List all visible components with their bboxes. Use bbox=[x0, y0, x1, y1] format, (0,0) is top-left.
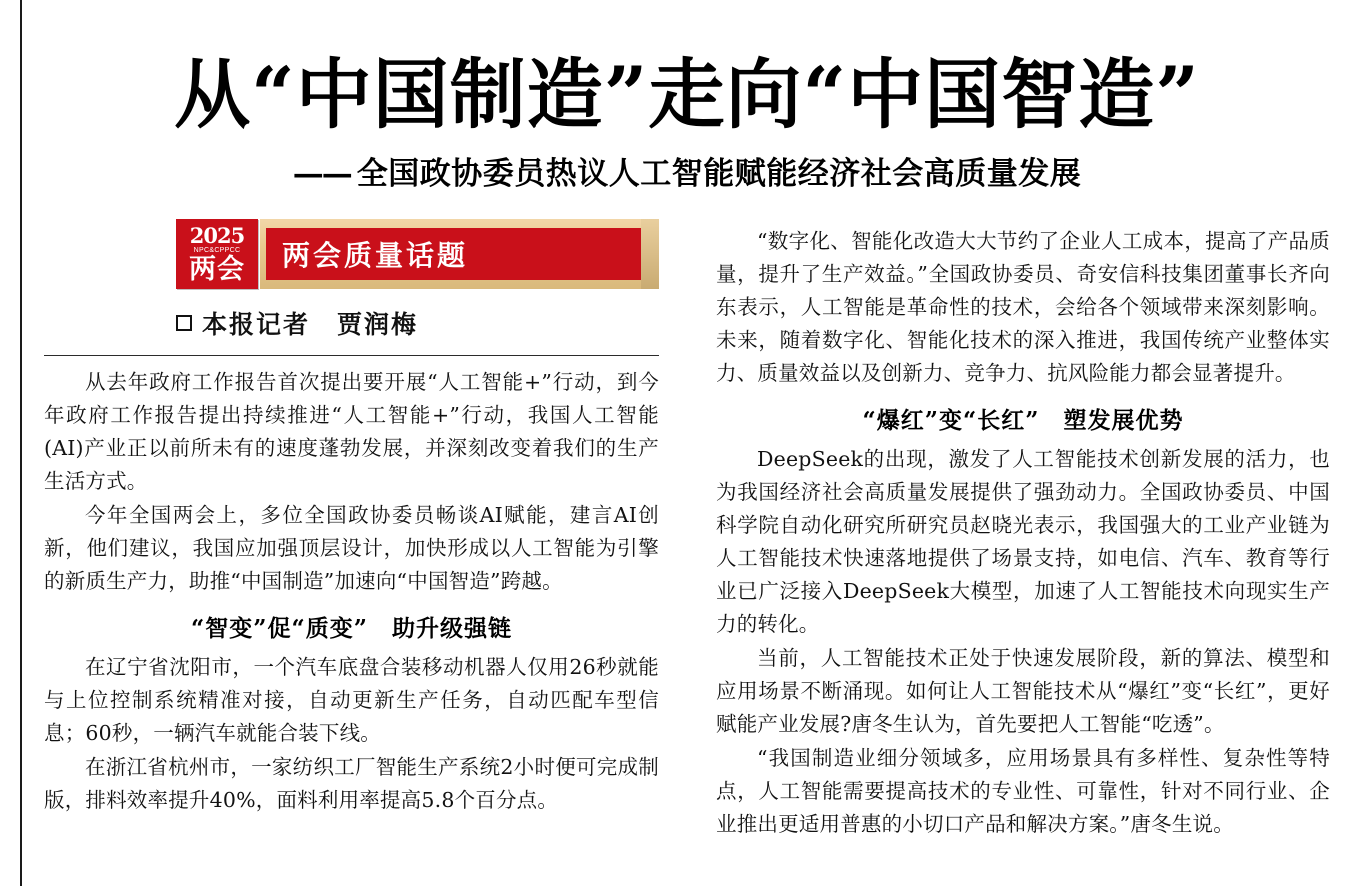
paragraph: 在浙江省杭州市，一家纺织工厂智能生产系统2小时便可完成制版，排料效率提升40%，面料利用率提高5.8个百分点。 bbox=[44, 754, 659, 812]
right-column-top bbox=[716, 219, 1330, 841]
byline bbox=[176, 305, 659, 341]
paragraph: 在辽宁省沈阳市，一个汽车底盘合装移动机器人仅用26秒就能与上位控制系统精准对接，自动更新生产任务，自动匹配车型信息；60秒，一辆汽车就能合装下线。 bbox=[44, 654, 659, 745]
logo-badge bbox=[176, 219, 258, 289]
logo-year: 2025 bbox=[189, 222, 245, 248]
paragraph: “数字化、智能化改造大大节约了企业人工成本，提高了产品质量，提升了生产效益。”全国政协委员、奇安信科技集团董事长齐向东表示，人工智能是革命性的技术，会给各个领域带来深刻影响。未来，随着数字化、智能化技术的深入推进，我国传统产业整体实力、质量效益以及创新力、竞争力、抗风险能力都会显著提升。 bbox=[716, 228, 1330, 385]
headline-block bbox=[44, 0, 1330, 193]
paragraph: 从去年政府工作报告首次提出要开展“人工智能+”行动，到今年政府工作报告提出持续推进“人工智能+”行动，我国人工智能(AI)产业正以前所未有的速度蓬勃发展，并深刻改变着我们的生产生活方式。 bbox=[44, 369, 659, 493]
page-subtitle bbox=[44, 148, 1330, 193]
paragraph: “我国制造业细分领域多，应用场景具有多样性、复杂性等特点，人工智能需要提高技术的专业性、可靠性，针对不同行业、企业推出更适用普惠的小切口产品和解决方案。”唐冬生说。 bbox=[716, 745, 1330, 836]
banner-label: 两会质量话题 bbox=[282, 238, 469, 272]
two-sessions-logo bbox=[176, 219, 659, 289]
banner-fold-shape bbox=[641, 219, 659, 289]
left-column bbox=[44, 219, 687, 823]
right-column bbox=[687, 219, 1330, 836]
section-heading: “智变”促“质变” 助升级强链 bbox=[191, 614, 512, 642]
page-content bbox=[44, 0, 1330, 886]
page-title: 从“中国制造”走向“中国智造” bbox=[174, 50, 1200, 139]
paragraph: DeepSeek的出现，激发了人工智能技术创新发展的活力，也为我国经济社会高质量发展提供了强劲动力。全国政协委员、中国科学院自动化研究所研究员赵晓光表示，我国强大的工业产业链为人工智能技术快速落地提供了场景支持，如电信、汽车、教育等行业已广泛接入DeepSeek大模型，加速了人工智能技术向现实生产力的转化。 bbox=[716, 446, 1330, 636]
subtitle-dash: —— bbox=[292, 155, 351, 192]
logo-latin-label: NPC&CPPCC bbox=[193, 246, 241, 254]
page-left-rule bbox=[20, 0, 22, 886]
logo-chinese-label: 两会 bbox=[189, 253, 245, 285]
topic-banner bbox=[260, 219, 659, 289]
byline-text: 本报记者 贾润梅 bbox=[202, 309, 419, 339]
subtitle-text: 全国政协委员热议人工智能赋能经济社会高质量发展 bbox=[356, 155, 1082, 192]
byline-marker-icon bbox=[176, 315, 192, 331]
byline-divider bbox=[44, 355, 659, 356]
section-heading: “爆红”变“长红” 塑发展优势 bbox=[862, 406, 1184, 434]
paragraph: 今年全国两会上，多位全国政协委员畅谈AI赋能，建言AI创新，他们建议，我国应加强顶层设计，加快形成以人工智能为引擎的新质生产力，助推“中国制造”加速向“中国智造”跨越。 bbox=[44, 502, 659, 593]
paragraph: 当前，人工智能技术正处于快速发展阶段，新的算法、模型和应用场景不断涌现。如何让人工智能技术从“爆红”变“长红”，更好赋能产业发展?唐冬生认为，首先要把人工智能“吃透”。 bbox=[716, 645, 1330, 736]
article-columns bbox=[44, 219, 1330, 836]
